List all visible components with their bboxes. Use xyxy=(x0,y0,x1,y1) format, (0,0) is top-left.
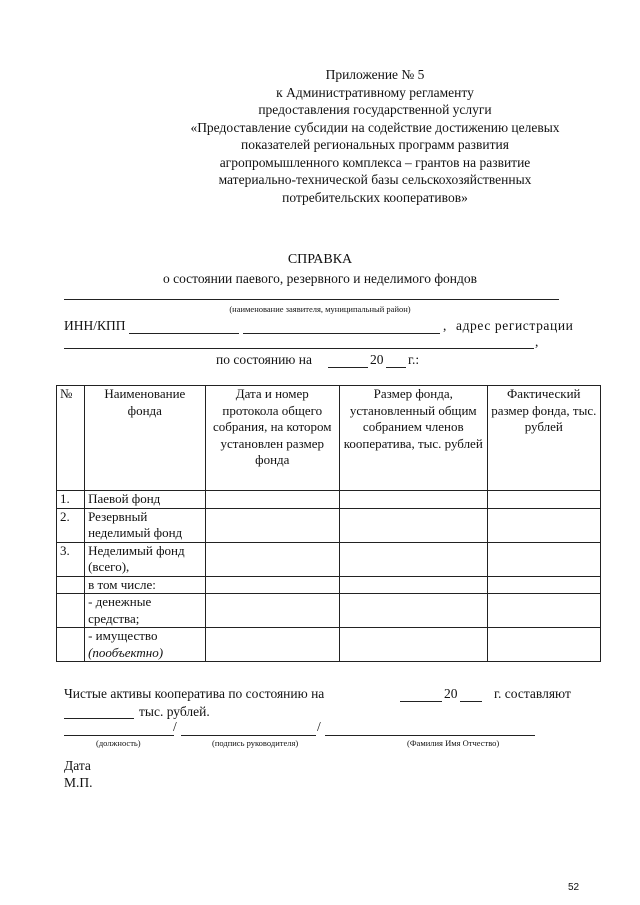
row-fund-name: в том числе: xyxy=(85,576,205,594)
net-assets-year-prefix: 20 xyxy=(444,686,458,701)
position-caption: (должность) xyxy=(96,738,141,748)
net-assets-text2: г. составляют xyxy=(494,686,571,701)
row-protocol-cell[interactable] xyxy=(205,542,339,576)
applicant-caption: (наименование заявителя, муниципальный район) xyxy=(229,304,411,314)
table-row xyxy=(57,491,601,509)
table-row xyxy=(57,628,601,662)
row-fund-name: Паевой фонд xyxy=(85,491,205,509)
address-line[interactable] xyxy=(64,348,534,349)
slash-sep: / xyxy=(317,719,321,734)
row-num: 3. xyxy=(57,542,85,576)
appendix-line: агропромышленного комплекса – грантов на развитие xyxy=(219,154,531,170)
signature-caption: (подпись руководителя) xyxy=(212,738,299,748)
table-row xyxy=(57,508,601,542)
as-of-year-field[interactable] xyxy=(386,367,406,368)
net-assets-day-field[interactable] xyxy=(400,701,442,702)
row-fund-name xyxy=(85,628,205,662)
row-protocol-cell[interactable] xyxy=(205,628,339,662)
funds-table xyxy=(56,385,601,662)
row-set-size-cell[interactable] xyxy=(340,628,488,662)
table-row xyxy=(57,576,601,594)
row-set-size-cell[interactable] xyxy=(340,576,488,594)
row-actual-size-cell[interactable] xyxy=(487,508,600,542)
row-fund-name-text: - имущество xyxy=(88,628,158,643)
inn-kpp-label: ИНН/КПП xyxy=(64,318,126,333)
as-of-year-prefix: 20 xyxy=(370,352,384,367)
date-label: Дата xyxy=(64,758,91,773)
row-protocol-cell[interactable] xyxy=(205,508,339,542)
slash-sep: / xyxy=(173,719,177,734)
header-protocol: Дата и номер протокола общего собрания, на котором установлен размер фонда xyxy=(205,386,339,491)
appendix-line: материально-технической базы сельскохозяйственных xyxy=(218,172,532,187)
row-protocol-cell[interactable] xyxy=(205,594,339,628)
row-actual-size-cell[interactable] xyxy=(487,576,600,594)
fio-field[interactable] xyxy=(325,735,535,736)
applicant-name-line[interactable] xyxy=(64,299,559,300)
net-assets-text3: тыс. рублей. xyxy=(139,704,210,719)
appendix-line: показателей региональных программ развития xyxy=(241,137,509,152)
row-actual-size-cell[interactable] xyxy=(487,628,600,662)
header-actual-size: Фактический размер фонда, тыс. рублей xyxy=(487,386,600,491)
page-number: 52 xyxy=(568,882,580,893)
fio-caption: (Фамилия Имя Отчество) xyxy=(407,738,500,748)
row-set-size-cell[interactable] xyxy=(340,491,488,509)
header-fund-name: Наименование фонда xyxy=(85,386,205,491)
row-fund-name: Резервный неделимый фонд xyxy=(85,508,205,542)
table-row xyxy=(57,542,601,576)
appendix-line: к Административному регламенту xyxy=(276,84,474,100)
as-of-prefix: по состоянию на xyxy=(216,352,312,367)
row-actual-size-cell[interactable] xyxy=(487,491,600,509)
row-num xyxy=(57,628,85,662)
row-actual-size-cell[interactable] xyxy=(487,542,600,576)
row-set-size-cell[interactable] xyxy=(340,508,488,542)
appendix-line: Приложение № 5 xyxy=(325,67,425,82)
signature-field[interactable] xyxy=(181,735,316,736)
comma-sep: , xyxy=(443,318,447,333)
document-subtitle: о состоянии паевого, резервного и неделимого фондов xyxy=(162,271,478,286)
net-assets-amount-field[interactable] xyxy=(64,718,134,719)
row-num xyxy=(57,576,85,594)
kpp-field[interactable] xyxy=(243,333,378,334)
as-of-suffix: г.: xyxy=(408,352,420,367)
appendix-line: потребительских кооперативов» xyxy=(282,189,468,205)
row-num xyxy=(57,594,85,628)
inn-field[interactable] xyxy=(129,333,239,334)
table-row xyxy=(57,594,601,628)
appendix-line: «Предоставление субсидии на содействие достижению целевых xyxy=(190,119,560,135)
row-protocol-cell[interactable] xyxy=(205,491,339,509)
table-header-row xyxy=(57,386,601,491)
address-label: адрес регистрации xyxy=(456,318,574,333)
header-set-size: Размер фонда, установленный общим собранием членов кооператива, тыс. рублей xyxy=(340,386,488,491)
appendix-header xyxy=(150,66,600,206)
as-of-day-field[interactable] xyxy=(328,367,368,368)
row-fund-name: - денежные средства; xyxy=(85,594,205,628)
row-num: 1. xyxy=(57,491,85,509)
row-fund-name: Неделимый фонд (всего), xyxy=(85,542,205,576)
kpp-field-extra[interactable] xyxy=(378,333,440,334)
document-title: СПРАВКА xyxy=(287,252,353,267)
row-set-size-cell[interactable] xyxy=(340,542,488,576)
row-protocol-cell[interactable] xyxy=(205,576,339,594)
position-field[interactable] xyxy=(64,735,174,736)
row-actual-size-cell[interactable] xyxy=(487,594,600,628)
net-assets-year-field[interactable] xyxy=(460,701,482,702)
row-fund-note: (пообъектно) xyxy=(88,644,164,660)
header-num: № xyxy=(57,386,85,491)
row-set-size-cell[interactable] xyxy=(340,594,488,628)
stamp-label: М.П. xyxy=(64,775,93,790)
net-assets-text1: Чистые активы кооператива по состоянию на xyxy=(64,686,325,701)
row-num: 2. xyxy=(57,508,85,542)
appendix-line: предоставления государственной услуги xyxy=(258,102,492,117)
address-comma: , xyxy=(535,334,539,349)
